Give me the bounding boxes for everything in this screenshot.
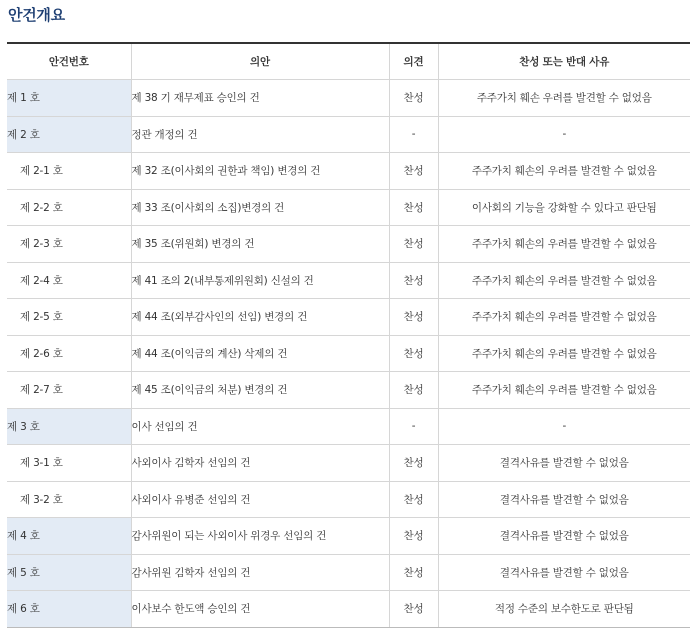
row-number: 제 2-1 호 xyxy=(7,153,131,190)
row-opinion: 찬성 xyxy=(389,189,438,226)
table-row xyxy=(7,153,690,190)
row-agenda: 사외이사 김학자 선임의 건 xyxy=(131,445,389,482)
row-reason: 결격사유를 발견할 수 없었음 xyxy=(438,481,690,518)
row-number: 제 6 호 xyxy=(7,591,131,628)
table-row xyxy=(7,591,690,628)
row-reason: 주주가치 훼손의 우려를 발견할 수 없었음 xyxy=(438,153,690,190)
row-reason: 결격사유를 발견할 수 없었음 xyxy=(438,554,690,591)
row-number: 제 2-6 호 xyxy=(7,335,131,372)
row-reason: 결격사유를 발견할 수 없었음 xyxy=(438,518,690,555)
row-opinion: 찬성 xyxy=(389,335,438,372)
row-agenda: 이사보수 한도액 승인의 건 xyxy=(131,591,389,628)
row-reason: 주주가치 훼손의 우려를 발견할 수 없었음 xyxy=(438,262,690,299)
row-agenda: 제 41 조의 2(내부통제위원회) 신설의 건 xyxy=(131,262,389,299)
row-number: 제 2-3 호 xyxy=(7,226,131,263)
table-row xyxy=(7,116,690,153)
row-reason: 주주가치 훼손의 우려를 발견할 수 없었음 xyxy=(438,335,690,372)
row-number: 제 1 호 xyxy=(7,80,131,117)
row-number: 제 2-5 호 xyxy=(7,299,131,336)
row-opinion: 찬성 xyxy=(389,518,438,555)
table-row xyxy=(7,481,690,518)
row-agenda: 감사위원 김학자 선임의 건 xyxy=(131,554,389,591)
table-row xyxy=(7,554,690,591)
row-reason: - xyxy=(438,408,690,445)
row-agenda: 제 38 기 재무제표 승인의 건 xyxy=(131,80,389,117)
row-agenda: 이사 선임의 건 xyxy=(131,408,389,445)
row-opinion: - xyxy=(389,116,438,153)
row-number: 제 5 호 xyxy=(7,554,131,591)
row-opinion: 찬성 xyxy=(389,372,438,409)
table-row xyxy=(7,518,690,555)
row-reason: 적정 수준의 보수한도로 판단됨 xyxy=(438,591,690,628)
row-opinion: 찬성 xyxy=(389,80,438,117)
table-header-row xyxy=(7,43,690,80)
row-number: 제 3 호 xyxy=(7,408,131,445)
row-agenda: 제 44 조(이익금의 계산) 삭제의 건 xyxy=(131,335,389,372)
row-agenda: 감사위원이 되는 사외이사 위경우 선임의 건 xyxy=(131,518,389,555)
section-title: 안건개요 xyxy=(8,6,65,24)
row-agenda: 제 45 조(이익금의 처분) 변경의 건 xyxy=(131,372,389,409)
row-agenda: 사외이사 유병준 선임의 건 xyxy=(131,481,389,518)
row-opinion: - xyxy=(389,408,438,445)
table-row xyxy=(7,335,690,372)
table-body xyxy=(7,80,690,628)
agenda-table xyxy=(7,42,690,628)
row-agenda: 제 33 조(이사회의 소집)변경의 건 xyxy=(131,189,389,226)
row-opinion: 찬성 xyxy=(389,262,438,299)
row-opinion: 찬성 xyxy=(389,299,438,336)
row-opinion: 찬성 xyxy=(389,226,438,263)
row-reason: 이사회의 기능을 강화할 수 있다고 판단됨 xyxy=(438,189,690,226)
row-number: 제 2-4 호 xyxy=(7,262,131,299)
header-number: 안건번호 xyxy=(7,43,131,80)
row-number: 제 2-7 호 xyxy=(7,372,131,409)
header-opinion: 의견 xyxy=(389,43,438,80)
row-agenda: 제 32 조(이사회의 권한과 책임) 변경의 건 xyxy=(131,153,389,190)
header-agenda: 의안 xyxy=(131,43,389,80)
row-reason: - xyxy=(438,116,690,153)
row-reason: 주주가치 훼손의 우려를 발견할 수 없었음 xyxy=(438,226,690,263)
row-number: 제 2-2 호 xyxy=(7,189,131,226)
table-row xyxy=(7,299,690,336)
row-number: 제 2 호 xyxy=(7,116,131,153)
row-opinion: 찬성 xyxy=(389,481,438,518)
table-row xyxy=(7,80,690,117)
table-row xyxy=(7,226,690,263)
row-reason: 주주가치 훼손의 우려를 발견할 수 없었음 xyxy=(438,299,690,336)
row-opinion: 찬성 xyxy=(389,153,438,190)
row-reason: 주주가치 훼손 우려를 발견할 수 없었음 xyxy=(438,80,690,117)
row-opinion: 찬성 xyxy=(389,554,438,591)
table-row xyxy=(7,262,690,299)
row-agenda: 제 35 조(위원회) 변경의 건 xyxy=(131,226,389,263)
row-reason: 주주가치 훼손의 우려를 발견할 수 없었음 xyxy=(438,372,690,409)
table-row xyxy=(7,372,690,409)
row-reason: 결격사유를 발견할 수 없었음 xyxy=(438,445,690,482)
row-number: 제 3-2 호 xyxy=(7,481,131,518)
table-row xyxy=(7,445,690,482)
table-row xyxy=(7,408,690,445)
row-number: 제 3-1 호 xyxy=(7,445,131,482)
row-agenda: 정관 개정의 건 xyxy=(131,116,389,153)
header-reason: 찬성 또는 반대 사유 xyxy=(438,43,690,80)
row-opinion: 찬성 xyxy=(389,445,438,482)
table-row xyxy=(7,189,690,226)
row-number: 제 4 호 xyxy=(7,518,131,555)
row-opinion: 찬성 xyxy=(389,591,438,628)
row-agenda: 제 44 조(외부감사인의 선임) 변경의 건 xyxy=(131,299,389,336)
